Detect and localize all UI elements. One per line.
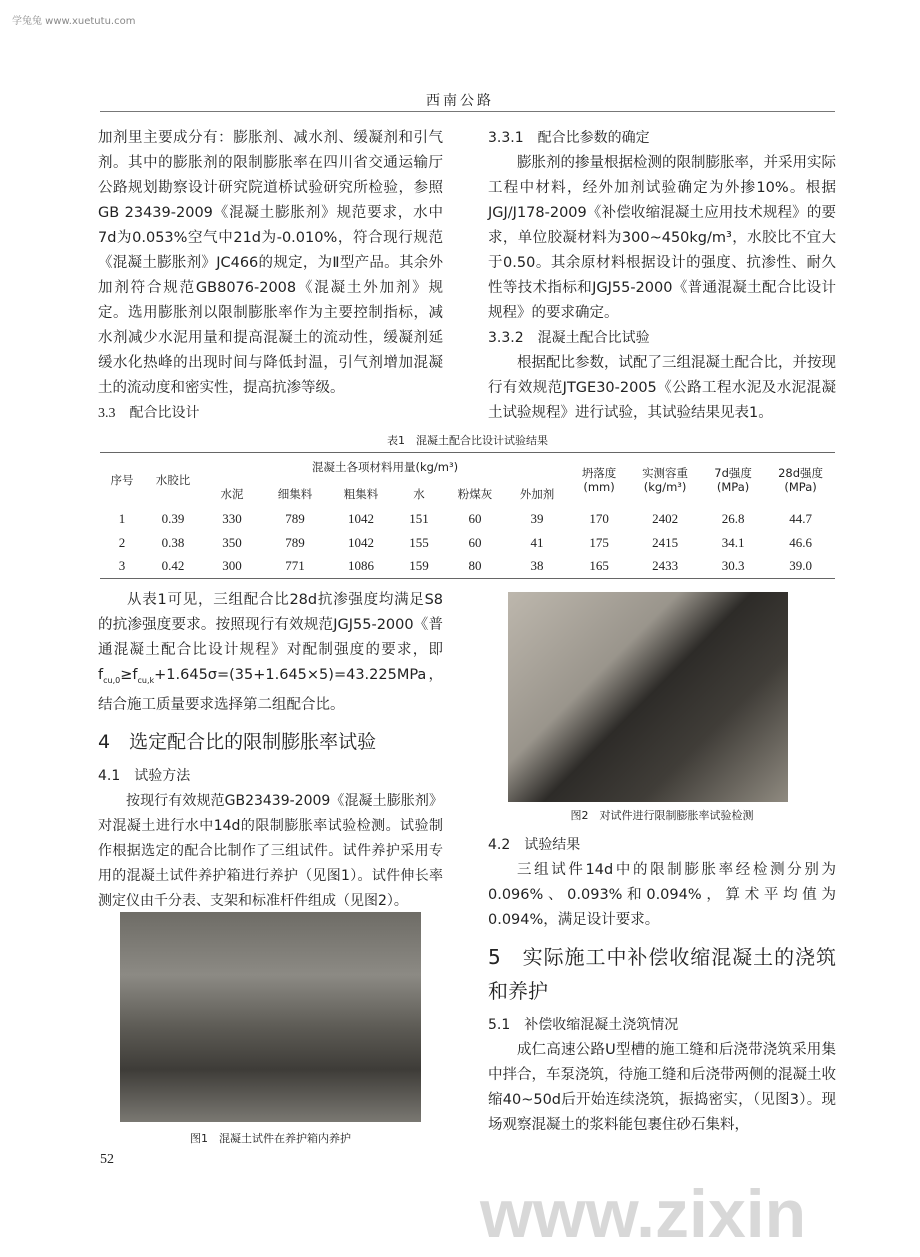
table-cell: 46.6 xyxy=(789,534,812,550)
col-header: 细集料 xyxy=(277,486,313,501)
table-cell: 330 xyxy=(222,510,242,526)
table-row xyxy=(100,555,835,579)
table-cell: 0.42 xyxy=(161,558,185,574)
table-cell: 34.1 xyxy=(721,534,745,550)
table-cell: 1042 xyxy=(348,510,374,526)
paragraph: 膨胀剂的掺量根据检测的限制膨胀率，并采用实际工程中材料，经外加剂试验确定为外掺10%。根据JGJ/J178-2009《补偿收缩混凝土应用技术规程》的要求，单位胶凝材料为300~450kg/m³，水胶比不宜大于0.50。其余原材料根据设计的强度、抗渗性、耐久性等技术指标和JGJ55-2000《普通混凝土配合比设计规程》的要求确定。 xyxy=(488,155,836,321)
paragraph: 根据配比参数，试配了三组混凝土配合比，并按现行有效规范JTGE30-2005《公路工程水泥及水泥混凝土试验规程》进行试验，其试验结果见表1。 xyxy=(488,355,836,421)
table-cell: 151 xyxy=(409,510,429,526)
table-cell: 2402 xyxy=(652,510,679,526)
table-cell: 44.7 xyxy=(789,510,812,526)
section-heading-3-3-2: 3.3.2 混凝土配合比试验 xyxy=(488,330,650,346)
table-row xyxy=(100,531,835,555)
section-heading-4-1: 4.1 试验方法 xyxy=(98,767,191,784)
table-cell: 0.38 xyxy=(161,534,185,550)
running-head: 西南公路 xyxy=(426,93,494,109)
header-rule xyxy=(100,111,835,112)
table-cell: 39 xyxy=(530,510,544,526)
table-cell: 175 xyxy=(589,534,609,550)
figure-2-photo xyxy=(508,592,788,802)
section-heading-5-1: 5.1 补偿收缩混凝土浇筑情况 xyxy=(488,1017,679,1033)
unit: (mm) xyxy=(583,479,615,494)
table-cell: 41 xyxy=(530,534,544,550)
paragraph: 按现行有效规范GB23439-2009《混凝土膨胀剂》对混凝土进行水中14d的限制膨胀率试验检测。试验制作根据选定的配合比制作了三组试件。试件养护采用专用的混凝土试件养护箱进行养护（见图1）。试件伸长率测定仪由千分表、支架和标准杆件组成（见图2）。 xyxy=(98,792,443,909)
col-header: 外加剂 xyxy=(519,486,555,501)
table-cell: 2415 xyxy=(652,534,679,550)
table-cell: 300 xyxy=(222,558,242,574)
table-cell: 771 xyxy=(285,558,305,574)
table-cell: 789 xyxy=(285,534,305,550)
figure-2-caption: 图2 对试件进行限制膨胀率试验检测 xyxy=(570,809,754,822)
table-row xyxy=(100,507,835,531)
table-cell: 2 xyxy=(118,534,126,550)
right-column-bottom xyxy=(488,833,836,1138)
paragraph: 成仁高速公路U型槽的施工缝和后浇带浇筑采用集中拌合，车泵浇筑，待施工缝和后浇带两侧的混凝土收缩40~50d后开始连续浇筑，振捣密实，（见图3）。现场观察混凝土的浆料能包裹住砂石集料， xyxy=(488,1042,836,1133)
table-cell: 155 xyxy=(409,534,429,550)
site-watermark: 学兔兔 www.xuetutu.com xyxy=(12,16,136,27)
col-header-no: 序号 xyxy=(110,472,134,487)
section-heading-4: 4 选定配合比的限制膨胀率试验 xyxy=(98,730,377,753)
paragraph: 从表1可见，三组配合比28d抗渗强度均满足S8的抗渗强度要求。按照现行有效规范JGJ55-2000《普通混凝土配合比设计规程》对配制强度的要求，即$f_{cu,0}\ge f_{cu,k}+1.645\sigma=(35+1.645\times 5)=43.225MPa$，结合施工质量要求选择第二组配合比。 xyxy=(98,592,443,713)
col-header-slump: 坍落度 xyxy=(581,465,617,480)
table-cell: 789 xyxy=(285,510,305,526)
section-heading-4-2: 4.2 试验结果 xyxy=(488,837,581,853)
unit: (MPa) xyxy=(716,479,750,494)
table-cell: 26.8 xyxy=(721,510,745,526)
col-header-group: 混凝土各项材料用量(kg/m³) xyxy=(311,459,459,474)
col-header-28d: 28d强度 xyxy=(778,465,824,480)
table-cell: 1 xyxy=(118,510,126,526)
col-header: 粗集料 xyxy=(343,486,379,501)
watermark-text: www.zixin xyxy=(480,1176,807,1252)
table-cell: 165 xyxy=(589,558,609,574)
col-header-7d: 7d强度 xyxy=(714,465,752,480)
unit: (kg/m³) xyxy=(643,479,687,494)
figure-1-photo xyxy=(120,912,421,1122)
page-number: 52 xyxy=(100,1152,114,1167)
table-cell: 1042 xyxy=(348,534,374,550)
col-header-density: 实测容重 xyxy=(642,465,689,480)
mix-table xyxy=(100,452,835,579)
table-cell: 350 xyxy=(222,534,242,550)
section-heading-3-3: 3.3 配合比设计 xyxy=(98,406,200,421)
table-cell: 3 xyxy=(118,558,126,574)
table-cell: 159 xyxy=(409,558,429,574)
col-header: 水 xyxy=(413,486,425,501)
table-cell: 1086 xyxy=(348,558,374,574)
table-cell: 170 xyxy=(589,510,609,526)
paragraph: 三组试件14d中的限制膨胀率经检测分别为0.096%、0.093%和0.094%，算术平均值为0.094%，满足设计要求。 xyxy=(488,862,836,928)
table-cell: 60 xyxy=(468,510,482,526)
table-caption: 表1 混凝土配合比设计试验结果 xyxy=(387,434,548,447)
table-cell: 60 xyxy=(468,534,482,550)
table-cell: 0.39 xyxy=(161,510,185,526)
table-cell: 30.3 xyxy=(721,558,745,574)
col-header-wb: 水胶比 xyxy=(155,472,191,487)
table-cell: 80 xyxy=(468,558,482,574)
section-heading-3-3-1: 3.3.1 配合比参数的确定 xyxy=(488,130,650,146)
left-column-top xyxy=(98,126,443,426)
right-column-top xyxy=(488,126,836,426)
figure-1-caption: 图1 混凝土试件在养护箱内养护 xyxy=(190,1132,351,1145)
table-cell: 39.0 xyxy=(789,558,812,574)
col-header: 粉煤灰 xyxy=(457,486,493,501)
unit: (MPa) xyxy=(784,479,817,494)
table-cell: 38 xyxy=(530,558,544,574)
section-heading-5: 5 实际施工中补偿收缩混凝土的浇筑和养护 xyxy=(488,945,836,1003)
col-header: 水泥 xyxy=(220,486,244,501)
left-column-mid xyxy=(98,588,443,914)
table-cell: 2433 xyxy=(652,558,679,574)
paragraph: 加剂里主要成分有：膨胀剂、减水剂、缓凝剂和引气剂。其中的膨胀剂的限制膨胀率在四川省交通运输厅公路规划勘察设计研究院道桥试验研究所检验，参照GB 23439-2009《混凝土膨胀剂》规范要求，水中7d为0.053%空气中21d为-0.010%，符合现行规范《混凝土膨胀剂》JC466的规定，为Ⅱ型产品。其余外加剂符合规范GB8076-2008《混凝土外加剂》规定。选用膨胀剂以限制膨胀率作为主要控制指标，减水剂减少水泥用量和提高混凝土的流动性，缓凝剂延缓水化热峰的出现时间与降低封温，引气剂增加混凝土的流动度和密实性，提高抗渗等级。 xyxy=(98,130,443,396)
